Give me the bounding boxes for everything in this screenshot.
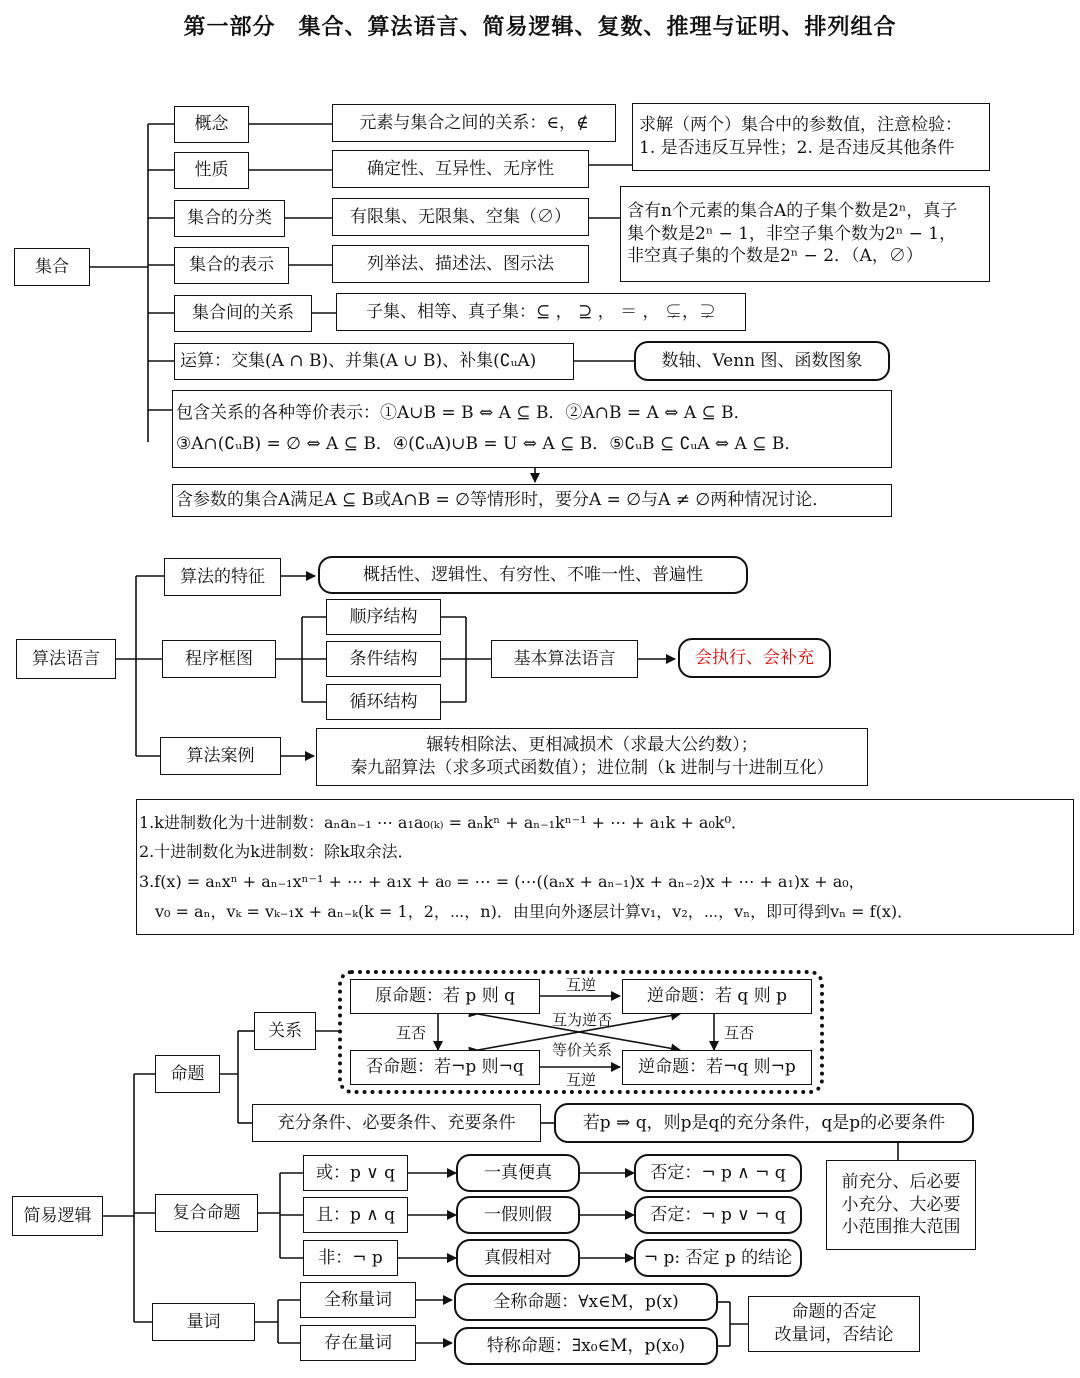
sets-relation: 集合间的关系 <box>174 295 312 332</box>
logic-inverse: 否命题：若¬p 则¬q <box>350 1050 540 1085</box>
logic-and-negation: 否定：¬ p ∨ ¬ q <box>634 1196 802 1234</box>
sets-param-discuss: 含参数的集合A满足A ⊆ B或A∩B = ∅等情形时，要分A = ∅与A ≠ ∅两种情况讨论． <box>172 484 892 517</box>
sets-operation-tool: 数轴、Venn 图、函数图象 <box>634 341 890 381</box>
logic-universal: 全称量词 <box>300 1282 416 1318</box>
logic-or-rule: 一真便真 <box>456 1154 580 1192</box>
sets-property-detail: 确定性、互异性、无序性 <box>332 150 589 188</box>
sets-operation: 运算：交集(A ∩ B)、并集(A ∪ B)、补集(∁ᵤA) <box>174 343 574 380</box>
logic-label-mutual-converse-top: 互逆 <box>566 976 597 994</box>
algo-cond: 条件结构 <box>326 641 441 677</box>
logic-not: 非：¬ p <box>303 1240 398 1276</box>
algo-can-do: 会执行、会补充 <box>678 638 831 678</box>
sets-property: 性质 <box>174 152 249 189</box>
algo-seq: 顺序结构 <box>326 599 441 635</box>
logic-mnemonic-line2: 小充分、大必要 <box>841 1194 961 1215</box>
sets-equivalence-line2: ③A∩(∁ᵤB) = ∅ ⇔ A ⊆ B．④(∁ᵤA)∪B = U ⇔ A ⊆ B．⑤∁ᵤB ⊆ ∁ᵤA ⇔ A ⊆ B． <box>176 434 802 454</box>
logic-quantifier: 量词 <box>152 1303 255 1341</box>
algo-cases-detail-line2: 秦九韶算法（求多项式函数值）；进位制（k 进制与十进制互化） <box>350 758 834 778</box>
logic-negation-note-line2: 改量词，否结论 <box>774 1325 894 1345</box>
logic-conditions: 充分条件、必要条件、充要条件 <box>252 1104 541 1142</box>
logic-contrapositive: 逆命题：若¬q 则¬p <box>622 1050 812 1085</box>
logic-existential: 存在量词 <box>300 1325 416 1361</box>
algo-features-detail: 概括性、逻辑性、有穷性、不唯一性、普遍性 <box>318 556 748 594</box>
sets-classify: 集合的分类 <box>174 200 285 237</box>
sets-param-note <box>632 103 990 171</box>
logic-mnemonic-line3: 小范围推大范围 <box>841 1217 961 1238</box>
algo-basic: 基本算法语言 <box>491 640 638 678</box>
logic-label-mutual-converse-bottom: 互逆 <box>566 1071 597 1089</box>
logic-mnemonic-line1: 前充分、后必要 <box>841 1171 961 1192</box>
sets-subset-note <box>620 186 990 282</box>
sets-represent: 集合的表示 <box>174 247 289 284</box>
logic-converse: 逆命题：若 q 则 p <box>622 979 812 1014</box>
logic-and: 且：p ∧ q <box>303 1197 408 1233</box>
sets-root: 集合 <box>14 248 90 286</box>
logic-root: 简易逻辑 <box>12 1196 103 1236</box>
logic-and-rule: 一假则假 <box>456 1196 580 1234</box>
algo-formula-2: 2.十进制数化为k进制数：除k取余法． <box>139 842 414 862</box>
algo-formula-3: 3.f(x) = aₙxⁿ + aₙ₋₁xⁿ⁻¹ + ⋯ + a₁x + a₀ = ⋯ = (⋯((aₙx + aₙ₋₁)x + aₙ₋₂)x + ⋯ + a₁)x + a₀， <box>139 872 865 891</box>
logic-original: 原命题：若 p 则 q <box>350 979 540 1014</box>
algo-formulas <box>136 799 1074 935</box>
sets-relation-detail: 子集、相等、真子集：⊆ ， ⊇ ， ＝ ， ⊊，⊋ <box>336 293 746 331</box>
algo-loop: 循环结构 <box>326 684 441 720</box>
algo-formula-1: 1.k进制数化为十进制数：aₙaₙ₋₁ ⋯ a₁a₀₍ₖ₎ = aₙkⁿ + aₙ₋₁kⁿ⁻¹ + ⋯ + a₁k + a₀k⁰． <box>139 812 747 832</box>
sets-subset-note-line2: 集个数是2ⁿ − 1，非空子集个数为2ⁿ − 1， <box>627 223 957 244</box>
algo-cases-detail-line1: 辗转相除法、更相减损术（求最大公约数）； <box>426 735 758 756</box>
logic-label-mutual-contra: 互为逆否 <box>552 1011 613 1029</box>
logic-conditions-detail: 若p ⇒ q，则p是q的充分条件，q是p的必要条件 <box>554 1103 974 1143</box>
logic-or-negation: 否定：¬ p ∧ ¬ q <box>634 1154 802 1192</box>
logic-label-mutual-negation-right: 互否 <box>724 1024 755 1042</box>
sets-classify-detail: 有限集、无限集、空集（∅） <box>332 198 589 236</box>
algo-formula-4: v₀ = aₙ，vₖ = vₖ₋₁x + aₙ₋ₖ(k = 1，2，⋯，n)．由里向外逐层计算v₁，v₂，⋯，vₙ，即可得到vₙ = f(x)． <box>139 901 914 921</box>
logic-mnemonic <box>826 1160 976 1250</box>
logic-universal-prop: 全称命题：∀x∈M，p(x) <box>454 1283 718 1321</box>
sets-equivalence-line1: 包含关系的各种等价表示：①A∪B = B ⇔ A ⊆ B．②A∩B = A ⇔ A ⊆ B． <box>176 403 751 424</box>
sets-concept: 概念 <box>174 106 249 143</box>
sets-equivalence <box>172 390 892 468</box>
logic-relation: 关系 <box>254 1012 316 1050</box>
logic-negation-note <box>748 1296 920 1352</box>
logic-negation-note-line1: 命题的否定 <box>791 1302 877 1323</box>
sets-subset-note-line1: 含有n个元素的集合A的子集个数是2ⁿ，真子 <box>627 200 958 221</box>
algo-cases-detail <box>316 728 868 786</box>
sets-param-note-line2: 1. 是否违反互异性；2. 是否违反其他条件 <box>639 138 955 158</box>
sets-concept-detail: 元素与集合之间的关系：∈，∉ <box>332 104 616 142</box>
logic-existential-prop: 特称命题：∃x₀∈M，p(x₀) <box>454 1327 718 1365</box>
algo-flowchart: 程序框图 <box>162 640 276 678</box>
logic-or: 或：p ∨ q <box>303 1155 408 1191</box>
sets-param-note-line1: 求解（两个）集合中的参数值，注意检验： <box>639 115 962 136</box>
logic-label-mutual-negation-left: 互否 <box>396 1024 427 1042</box>
algo-root: 算法语言 <box>16 639 116 679</box>
logic-label-equivalent: 等价关系 <box>552 1041 613 1059</box>
logic-proposition: 命题 <box>155 1055 220 1093</box>
logic-not-rule: 真假相对 <box>456 1239 580 1277</box>
algo-cases: 算法案例 <box>160 737 281 775</box>
sets-represent-detail: 列举法、描述法、图示法 <box>332 245 589 283</box>
page-title: 第一部分 集合、算法语言、简易逻辑、复数、推理与证明、排列组合 <box>183 14 897 40</box>
logic-compound: 复合命题 <box>155 1194 258 1232</box>
sets-subset-note-line3: 非空真子集的个数是2ⁿ − 2．（A，∅） <box>627 246 923 267</box>
logic-not-negation: ¬ p: 否定 p 的结论 <box>634 1239 802 1277</box>
algo-features: 算法的特征 <box>164 558 281 596</box>
